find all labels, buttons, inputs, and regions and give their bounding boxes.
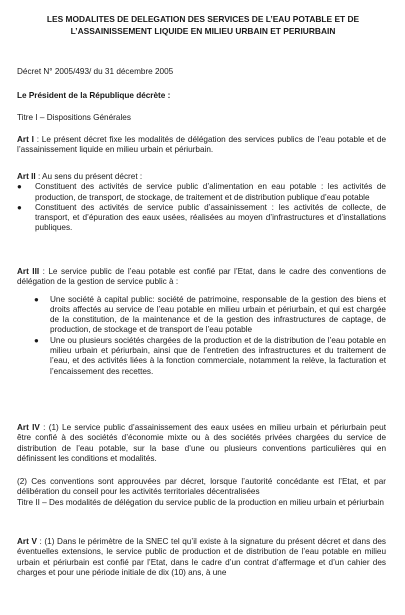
president-decrees-heading: Le Président de la République décrète : <box>17 91 171 100</box>
bullet-icon: ● <box>34 335 39 345</box>
bullet-icon: ● <box>34 294 39 304</box>
article-2-label: Art II <box>17 172 36 181</box>
title-2-heading: Titre II – Des modalités de délégation du service public de la production en milieu urbain et périurbain <box>17 497 384 507</box>
article-3 <box>17 267 386 377</box>
bullet-icon: ● <box>17 182 22 192</box>
article-1 <box>17 135 386 156</box>
article-2-item: ● Constituent des activités de service public d’alimentation en eau potable : les activités de production, de transport, de stockage, de traitement et de distribution publique d’eau potable <box>17 182 386 202</box>
title-1-heading: Titre I – Dispositions Générales <box>17 113 131 122</box>
article-2 <box>17 172 386 234</box>
article-2-item: ● Constituent des activités de service public d’assainissement : les activités de collecte, de transport, et d’épuration des eaux usées, réalisées au moyen d’infrastructures et d’installations publiques. <box>17 202 386 233</box>
article-1-text: : Le présent décret fixe les modalités de délégation des services publics de l’eau potable et de l’assainissement liquide en milieu urbain et périurbain. <box>17 135 387 155</box>
article-5-text: : (1) Dans le périmètre de la SNEC tel qu’il existe à la signature du présent décret et dans des éventuelles extensions, le service public de production et de distribution de l’eau potable en milieu urbain et périurbain est confié par l’Etat, dans le cadre d’un contrat d’affermage et d’un cahier des charges et pour une période initiale de dix (10) ans, à une <box>17 537 386 577</box>
article-4 <box>17 423 386 464</box>
article-1-label: Art I <box>17 135 34 144</box>
bullet-icon: ● <box>17 202 22 212</box>
article-3-label: Art III <box>17 267 40 276</box>
decree-reference: Décret N° 2005/493/ du 31 décembre 2005 <box>17 67 174 76</box>
title-line-1: LES MODALITES DE DELEGATION DES SERVICES DE L’EAU POTABLE ET DE <box>46 14 360 24</box>
document-title <box>18 14 388 37</box>
article-3-item: ● Une ou plusieurs sociétés chargées de la production et de la distribution de l’eau potable en milieu urbain et périurbain, ainsi que de l’entretien des infrastructures et du traitement de l’eau, et des activités liées à la fonction commerciale, notamment la relève, la facturation et l’encaissement des recettes. <box>34 335 386 376</box>
article-5-label: Art V <box>17 537 37 546</box>
article-4-label: Art IV <box>17 423 40 432</box>
article-5 <box>17 537 386 578</box>
article-4-text: : (1) Le service public d’assainissement des eaux usées en milieu urbain et périurbain peut être confié à des sociétés d’économie mixte ou à des sociétés privées chargées du service de distribution de l’eau potable, sur la base d’une ou plusieurs conventions particulières qui en définissent les conditions et modalités. <box>17 423 386 463</box>
article-4-paragraph-2: (2) Ces conventions sont approuvées par décret, lorsque l’autorité concédante est l’Etat, et par délibération du conseil pour les activités territoriales décentralisées Titre II – Des modalités de délégation du service public de la production en milieu urbain et périurbain <box>17 477 386 507</box>
article-3-item: ● Une société à capital public: société de patrimoine, responsable de la gestion des biens et droits affectés au service de l’eau potable en milieu urbain et périurbain, et qui est chargée de la constitution, de la maintenance et de la gestion des infrastructures de captage, de production, de stockage et de transport de l’eau potable <box>34 294 386 335</box>
article-2-intro: : Au sens du présent décret : <box>37 172 143 181</box>
title-line-2: L’ASSAINISSEMENT LIQUIDE EN MILIEU URBAIN ET PERIURBAIN <box>70 25 336 36</box>
article-3-intro: : Le service public de l’eau potable est confié par l’Etat, dans le cadre des conventions de délégation de la gestion de service public à : <box>17 267 386 287</box>
